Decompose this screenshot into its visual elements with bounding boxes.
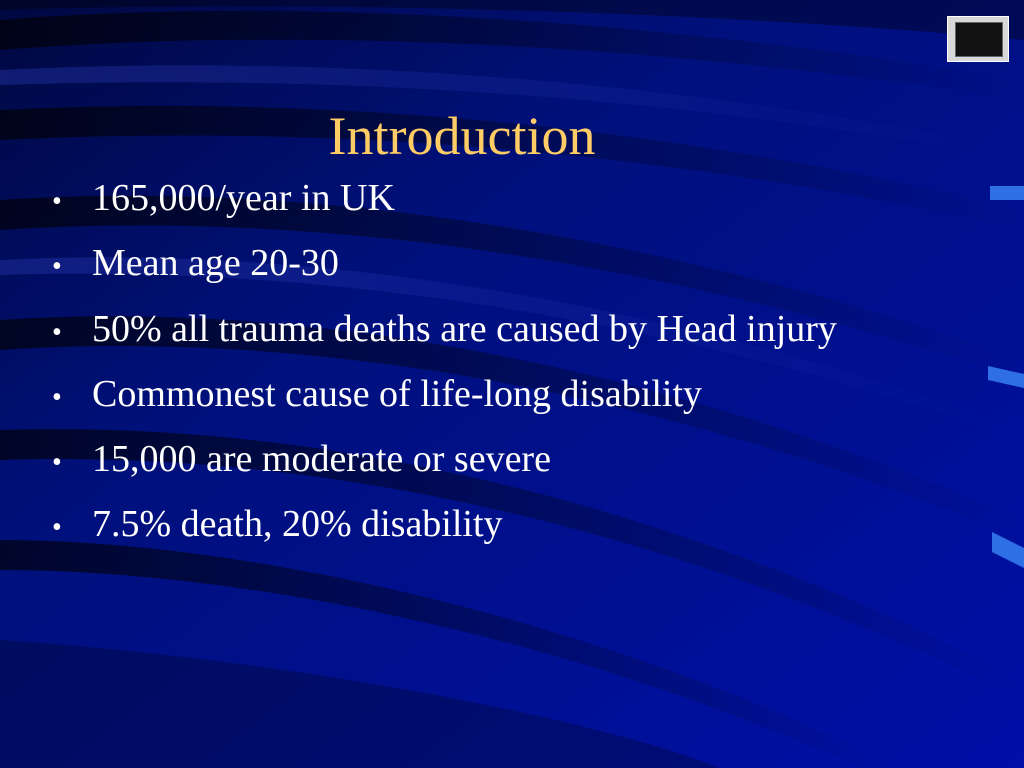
slide-title: Introduction: [328, 106, 596, 166]
bullet-mark: •: [52, 381, 62, 413]
bullet-mark: •: [52, 316, 62, 348]
bullet-item: [52, 431, 1012, 496]
bullet-mark: •: [52, 512, 62, 544]
bullet-text: Commonest cause of life-long disability: [92, 372, 703, 415]
bullet-item: [52, 170, 1012, 235]
logo-image: [955, 22, 1003, 57]
bullet-text: 165,000/year in UK: [92, 177, 395, 219]
bullet-item: [52, 235, 1012, 300]
bullet-text: 50% all trauma deaths are caused by Head injury: [92, 307, 837, 350]
bullet-item: [52, 301, 1012, 366]
bullet-text: 15,000 are moderate or severe: [92, 438, 551, 481]
institution-logo-icon: [947, 16, 1009, 62]
bullet-text: 7.5% death, 20% disability: [92, 503, 503, 546]
bullet-item: [52, 496, 1012, 561]
bullet-mark: •: [52, 447, 62, 479]
bullet-mark: •: [52, 186, 62, 217]
bullet-text: Mean age 20-30: [92, 242, 339, 285]
bullet-item: [52, 366, 1012, 431]
bullet-list: [52, 170, 1012, 562]
bullet-mark: •: [52, 251, 62, 283]
